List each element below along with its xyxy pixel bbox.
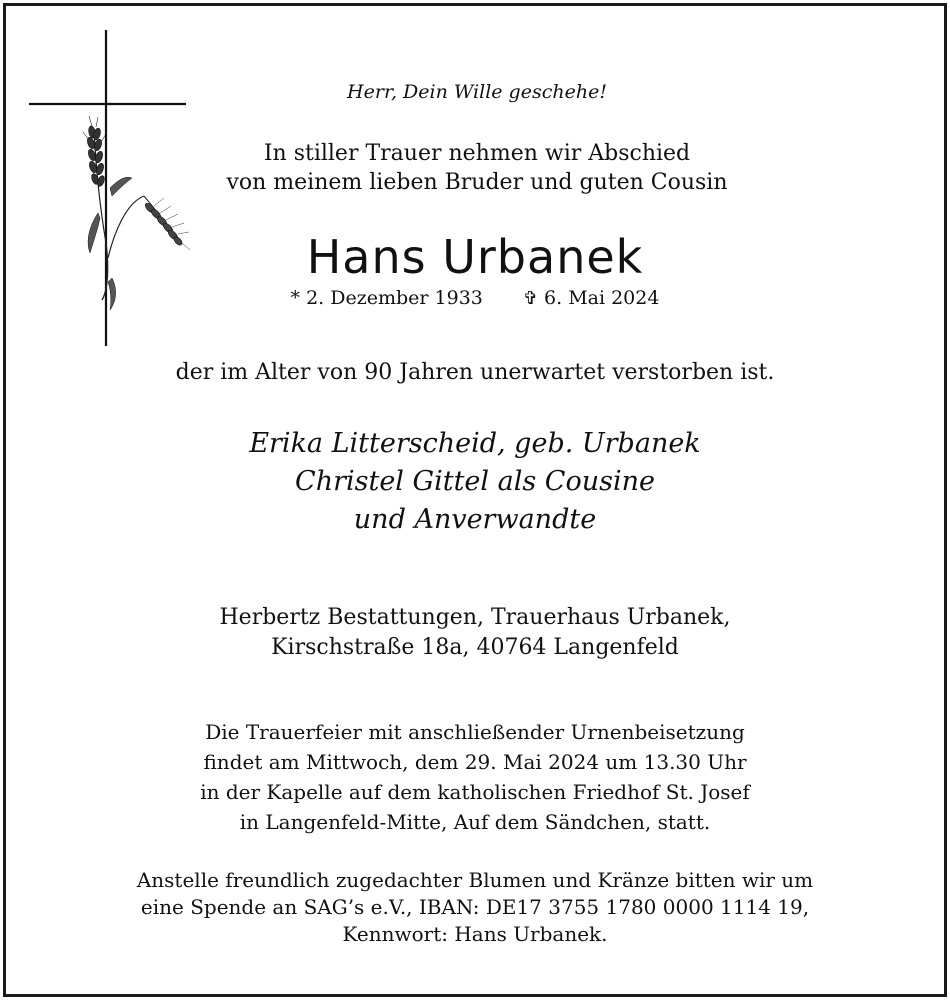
intro-line: von meinem lieben Bruder und guten Cousin [226,170,728,195]
mourner-line: Christel Gittel als Cousine [295,466,655,497]
ceremony-line: in Langenfeld-Mitte, Auf dem Sändchen, statt. [239,810,711,834]
birth-date: * 2. Dezember 1933 [290,287,483,309]
motto: Herr, Dein Wille geschehe! [347,81,607,103]
ceremony-line: Die Trauerfeier mit anschließender Urnenbeisetzung [205,720,745,744]
life-dates [0,286,950,311]
mourner-line: und Anverwandte [353,504,597,535]
donation-line: Anstelle freundlich zugedachter Blumen und Kränze bitten wir um [136,868,814,892]
deceased-name: Hans Urbanek [306,230,644,284]
undertaker-address [0,603,950,663]
mourner-line: Erika Litterscheid, geb. Urbanek [249,428,701,459]
donation-line: eine Spende an SAG’s e.V., IBAN: DE17 3755 1780 0000 1114 19, [140,895,810,919]
ceremony-info [0,717,950,837]
intro-line: In stiller Trauer nehmen wir Abschied [263,141,691,166]
age-line: der im Alter von 90 Jahren unerwartet verstorben ist. [175,360,775,385]
death-cross-icon: ✞ [522,288,538,309]
intro-text [0,139,950,197]
donation-request [0,867,950,948]
mourners [0,425,950,539]
death-date: 6. Mai 2024 [544,287,660,309]
undertaker-line: Herbertz Bestattungen, Trauerhaus Urbanek, [219,605,731,630]
ceremony-line: findet am Mittwoch, dem 29. Mai 2024 um 13.30 Uhr [203,750,747,774]
ceremony-line: in der Kapelle auf dem katholischen Friedhof St. Josef [200,780,750,804]
undertaker-line: Kirschstraße 18a, 40764 Langenfeld [271,635,679,660]
donation-line: Kennwort: Hans Urbanek. [342,922,608,946]
